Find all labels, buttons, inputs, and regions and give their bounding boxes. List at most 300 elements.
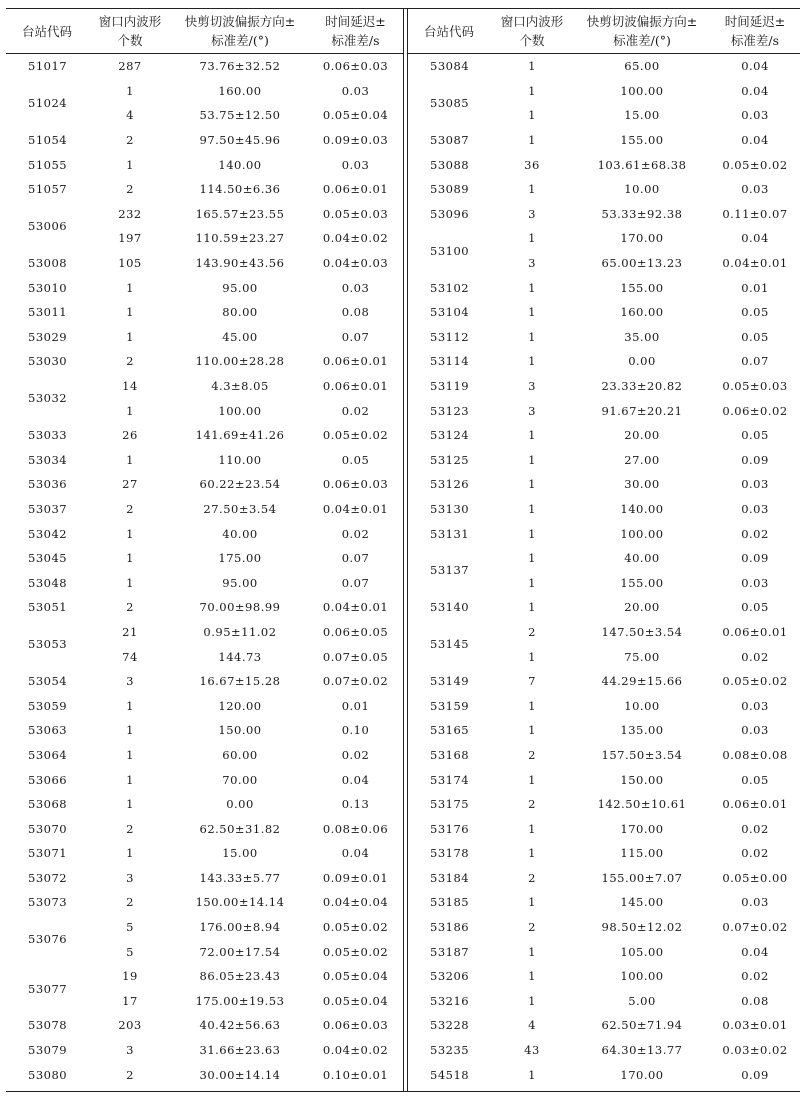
time-delay-cell: 0.02 <box>741 821 769 836</box>
polarization-direction-cell: 16.67±15.28 <box>199 674 281 689</box>
polarization-direction-cell: 15.00 <box>624 108 660 123</box>
station-code-cell: 51017 <box>28 59 68 74</box>
table-row <box>6 202 403 227</box>
station-code-cell: 53174 <box>430 772 470 787</box>
table-row <box>408 423 800 448</box>
polarization-direction-cell: 170.00 <box>620 1067 664 1082</box>
polarization-direction-cell: 72.00±17.54 <box>199 944 281 959</box>
waveform-count-cell: 2 <box>126 600 134 615</box>
station-code-cell: 53066 <box>28 772 68 787</box>
table-row <box>408 816 800 841</box>
waveform-count-cell: 43 <box>524 1043 540 1058</box>
station-code-cell: 51057 <box>28 182 68 197</box>
station-code-cell: 53100 <box>430 243 470 258</box>
table-row <box>6 841 403 866</box>
table-row <box>408 939 800 964</box>
table-row <box>408 398 800 423</box>
header-polarization-direction: 快剪切波偏振方向± 标准差/(°) <box>574 9 710 54</box>
polarization-direction-cell: 95.00 <box>222 575 258 590</box>
polarization-direction-cell: 142.50±10.61 <box>597 797 687 812</box>
waveform-count-cell: 5 <box>126 944 134 959</box>
table-row <box>6 1062 403 1087</box>
table-row <box>408 915 800 940</box>
waveform-count-cell: 1 <box>528 280 536 295</box>
table-row <box>408 521 800 546</box>
time-delay-cell: 0.09 <box>741 551 769 566</box>
polarization-direction-cell: 70.00±98.99 <box>199 600 281 615</box>
polarization-direction-cell: 175.00±19.53 <box>195 993 285 1008</box>
table-row <box>6 620 403 645</box>
station-code-cell: 53078 <box>28 1018 68 1033</box>
waveform-count-cell: 1 <box>126 329 134 344</box>
waveform-count-cell: 203 <box>118 1018 142 1033</box>
table-row <box>6 964 403 989</box>
header-station-code: 台站代码 <box>6 9 88 54</box>
station-code-cell: 53112 <box>430 329 470 344</box>
waveform-count-cell: 1 <box>528 83 536 98</box>
time-delay-cell: 0.08±0.06 <box>322 821 389 836</box>
waveform-count-cell: 1 <box>528 698 536 713</box>
polarization-direction-cell: 45.00 <box>222 329 258 344</box>
table-row <box>408 349 800 374</box>
time-delay-cell: 0.09±0.01 <box>322 870 389 885</box>
time-delay-cell: 0.05±0.03 <box>722 379 788 394</box>
waveform-count-cell: 1 <box>126 157 134 172</box>
table-row <box>408 890 800 915</box>
waveform-count-cell: 1 <box>126 797 134 812</box>
waveform-count-cell: 1 <box>528 452 536 467</box>
station-code-cell: 53045 <box>28 551 68 566</box>
table-row <box>6 1038 403 1063</box>
polarization-direction-cell: 60.22±23.54 <box>199 477 281 492</box>
table-row <box>6 472 403 497</box>
waveform-count-cell: 1 <box>528 723 536 738</box>
station-code-cell: 53064 <box>28 747 68 762</box>
polarization-direction-cell: 73.76±32.52 <box>199 59 281 74</box>
waveform-count-cell: 2 <box>528 797 536 812</box>
time-delay-cell: 0.02 <box>741 846 769 861</box>
waveform-count-cell: 14 <box>122 379 138 394</box>
time-delay-cell: 0.10 <box>341 723 370 738</box>
waveform-count-cell: 2 <box>126 133 134 148</box>
station-code-cell: 53187 <box>430 944 470 959</box>
waveform-count-cell: 7 <box>528 674 536 689</box>
polarization-direction-cell: 10.00 <box>624 182 660 197</box>
station-code-cell: 53096 <box>430 206 470 221</box>
waveform-count-cell: 2 <box>126 501 134 516</box>
waveform-count-cell: 19 <box>122 969 138 984</box>
station-code-cell: 53073 <box>28 895 68 910</box>
station-code-cell: 53137 <box>430 563 470 578</box>
waveform-count-cell: 3 <box>528 379 536 394</box>
time-delay-cell: 0.08 <box>741 993 769 1008</box>
polarization-direction-cell: 147.50±3.54 <box>601 624 683 639</box>
polarization-direction-cell: 40.42±56.63 <box>199 1018 281 1033</box>
polarization-direction-cell: 100.00 <box>620 83 664 98</box>
table-row <box>408 866 800 891</box>
time-delay-cell: 0.04±0.01 <box>322 600 389 615</box>
time-delay-cell: 0.02 <box>341 403 370 418</box>
table-row <box>6 890 403 915</box>
station-code-cell: 53206 <box>430 969 470 984</box>
station-code-cell: 53030 <box>28 354 68 369</box>
left-table-panel <box>6 9 403 1091</box>
table-row <box>6 669 403 694</box>
table-row <box>408 841 800 866</box>
polarization-direction-cell: 140.00 <box>620 501 664 516</box>
time-delay-cell: 0.05±0.03 <box>322 206 389 221</box>
station-code-cell: 53178 <box>430 846 470 861</box>
waveform-count-cell: 1 <box>528 821 536 836</box>
polarization-direction-cell: 100.00 <box>620 969 664 984</box>
time-delay-cell: 0.04 <box>741 83 769 98</box>
station-code-cell: 53125 <box>430 452 470 467</box>
waveform-count-cell: 1 <box>528 354 536 369</box>
table-header-row <box>408 9 800 54</box>
time-delay-cell: 0.05±0.02 <box>722 674 788 689</box>
polarization-direction-cell: 120.00 <box>218 698 262 713</box>
time-delay-cell: 0.04±0.02 <box>322 231 389 246</box>
waveform-count-cell: 1 <box>126 723 134 738</box>
station-code-cell: 53048 <box>28 575 68 590</box>
station-code-cell: 53059 <box>28 698 68 713</box>
waveform-count-cell: 1 <box>126 747 134 762</box>
table-row <box>6 546 403 571</box>
table-row <box>408 595 800 620</box>
station-code-cell: 51055 <box>28 157 68 172</box>
polarization-direction-cell: 75.00 <box>624 649 660 664</box>
time-delay-cell: 0.05 <box>741 329 769 344</box>
time-delay-cell: 0.07 <box>341 551 370 566</box>
time-delay-cell: 0.05 <box>341 452 370 467</box>
polarization-direction-cell: 65.00±13.23 <box>601 256 683 271</box>
time-delay-cell: 0.05±0.04 <box>322 108 389 123</box>
station-code-cell: 53124 <box>430 428 470 443</box>
waveform-count-cell: 1 <box>528 501 536 516</box>
polarization-direction-cell: 30.00 <box>624 477 660 492</box>
table-row <box>408 448 800 473</box>
time-delay-cell: 0.03 <box>341 280 370 295</box>
time-delay-cell: 0.03 <box>741 698 769 713</box>
time-delay-cell: 0.05 <box>741 600 769 615</box>
time-delay-cell: 0.04 <box>741 231 769 246</box>
header-time-delay: 时间延迟± 标准差/s <box>710 9 800 54</box>
table-body-right <box>408 54 800 1087</box>
time-delay-cell: 0.04 <box>341 772 370 787</box>
table-row <box>408 792 800 817</box>
table-row <box>6 54 403 79</box>
station-code-cell: 53089 <box>430 182 470 197</box>
waveform-count-cell: 4 <box>126 108 134 123</box>
time-delay-cell: 0.05±0.02 <box>722 157 788 172</box>
station-code-cell: 53184 <box>430 870 470 885</box>
station-code-cell: 53085 <box>430 96 470 111</box>
station-table-left <box>6 9 403 1087</box>
waveform-count-cell: 1 <box>528 428 536 443</box>
polarization-direction-cell: 100.00 <box>218 403 262 418</box>
waveform-count-cell: 3 <box>528 256 536 271</box>
station-code-cell: 53088 <box>430 157 470 172</box>
time-delay-cell: 0.05 <box>741 305 769 320</box>
station-code-cell: 53036 <box>28 477 68 492</box>
table-row <box>408 325 800 350</box>
waveform-count-cell: 1 <box>528 551 536 566</box>
time-delay-cell: 0.05±0.04 <box>322 969 389 984</box>
time-delay-cell: 0.05±0.02 <box>322 944 389 959</box>
waveform-count-cell: 1 <box>528 575 536 590</box>
waveform-count-cell: 1 <box>126 403 134 418</box>
polarization-direction-cell: 150.00 <box>218 723 262 738</box>
polarization-direction-cell: 0.00 <box>628 354 656 369</box>
time-delay-cell: 0.03 <box>341 83 370 98</box>
table-row <box>6 177 403 202</box>
station-code-cell: 53119 <box>430 379 470 394</box>
waveform-count-cell: 1 <box>126 698 134 713</box>
table-row <box>408 693 800 718</box>
polarization-direction-cell: 176.00±8.94 <box>199 920 281 935</box>
polarization-direction-cell: 20.00 <box>624 428 660 443</box>
station-code-cell: 53068 <box>28 797 68 812</box>
polarization-direction-cell: 143.90±43.56 <box>195 256 285 271</box>
station-code-cell: 53033 <box>28 428 68 443</box>
header-station-code: 台站代码 <box>408 9 490 54</box>
waveform-count-cell: 2 <box>126 895 134 910</box>
table-row <box>408 1038 800 1063</box>
waveform-count-cell: 105 <box>118 256 142 271</box>
station-code-cell: 53185 <box>430 895 470 910</box>
waveform-count-cell: 2 <box>528 920 536 935</box>
time-delay-cell: 0.04±0.01 <box>322 501 389 516</box>
station-code-cell: 53053 <box>28 637 68 652</box>
waveform-count-cell: 1 <box>126 280 134 295</box>
station-code-cell: 53168 <box>430 747 470 762</box>
table-row <box>408 718 800 743</box>
table-row <box>408 374 800 399</box>
waveform-count-cell: 1 <box>528 477 536 492</box>
polarization-direction-cell: 155.00 <box>620 133 664 148</box>
polarization-direction-cell: 62.50±71.94 <box>601 1018 683 1033</box>
waveform-count-cell: 1 <box>528 895 536 910</box>
table-row <box>408 989 800 1014</box>
polarization-direction-cell: 170.00 <box>620 231 664 246</box>
time-delay-cell: 0.10±0.01 <box>322 1067 389 1082</box>
time-delay-cell: 0.11±0.07 <box>722 206 788 221</box>
table-row <box>6 521 403 546</box>
waveform-count-cell: 5 <box>126 920 134 935</box>
station-code-cell: 53076 <box>28 932 68 947</box>
time-delay-cell: 0.04±0.01 <box>722 256 788 271</box>
polarization-direction-cell: 80.00 <box>222 305 258 320</box>
polarization-direction-cell: 110.00±28.28 <box>195 354 285 369</box>
station-code-cell: 53006 <box>28 219 68 234</box>
station-code-cell: 53029 <box>28 329 68 344</box>
polarization-direction-cell: 65.00 <box>624 59 660 74</box>
time-delay-cell: 0.04±0.03 <box>322 256 389 271</box>
polarization-direction-cell: 0.95±11.02 <box>203 624 277 639</box>
waveform-count-cell: 1 <box>126 575 134 590</box>
polarization-direction-cell: 30.00±14.14 <box>199 1067 281 1082</box>
time-delay-cell: 0.09 <box>741 452 769 467</box>
table-row <box>408 546 800 571</box>
polarization-direction-cell: 110.59±23.27 <box>195 231 285 246</box>
polarization-direction-cell: 143.33±5.77 <box>199 870 281 885</box>
time-delay-cell: 0.03 <box>741 477 769 492</box>
waveform-count-cell: 1 <box>528 846 536 861</box>
table-row <box>6 595 403 620</box>
polarization-direction-cell: 160.00 <box>620 305 664 320</box>
polarization-direction-cell: 103.61±68.38 <box>597 157 687 172</box>
time-delay-cell: 0.07±0.05 <box>322 649 389 664</box>
table-row <box>6 1013 403 1038</box>
polarization-direction-cell: 60.00 <box>222 747 258 762</box>
waveform-count-cell: 21 <box>122 624 138 639</box>
time-delay-cell: 0.04 <box>741 59 769 74</box>
table-row <box>408 620 800 645</box>
table-row <box>6 128 403 153</box>
table-row <box>6 866 403 891</box>
time-delay-cell: 0.05±0.00 <box>722 870 788 885</box>
station-code-cell: 53186 <box>430 920 470 935</box>
polarization-direction-cell: 0.00 <box>226 797 254 812</box>
table-row <box>408 300 800 325</box>
station-code-cell: 53071 <box>28 846 68 861</box>
table-row <box>6 767 403 792</box>
polarization-direction-cell: 5.00 <box>628 993 656 1008</box>
station-table-right <box>408 9 800 1087</box>
time-delay-cell: 0.03 <box>741 895 769 910</box>
time-delay-cell: 0.07 <box>341 329 370 344</box>
table-row <box>408 202 800 227</box>
table-row <box>408 743 800 768</box>
table-row <box>408 152 800 177</box>
polarization-direction-cell: 144.73 <box>218 649 262 664</box>
table-header-row <box>6 9 403 54</box>
time-delay-cell: 0.05±0.02 <box>322 428 389 443</box>
time-delay-cell: 0.05±0.04 <box>322 993 389 1008</box>
polarization-direction-cell: 27.50±3.54 <box>203 501 277 516</box>
waveform-count-cell: 1 <box>528 329 536 344</box>
station-code-cell: 53011 <box>28 305 68 320</box>
time-delay-cell: 0.02 <box>741 969 769 984</box>
waveform-count-cell: 1 <box>126 772 134 787</box>
station-code-cell: 51024 <box>28 96 68 111</box>
polarization-direction-cell: 40.00 <box>624 551 660 566</box>
station-code-cell: 53149 <box>430 674 470 689</box>
polarization-direction-cell: 10.00 <box>624 698 660 713</box>
polarization-direction-cell: 53.33±92.38 <box>601 206 683 221</box>
table-row <box>6 374 403 399</box>
waveform-count-cell: 287 <box>118 59 142 74</box>
time-delay-cell: 0.09 <box>741 1067 769 1082</box>
table-row <box>6 300 403 325</box>
polarization-direction-cell: 91.67±20.21 <box>601 403 683 418</box>
time-delay-cell: 0.03 <box>741 501 769 516</box>
waveform-count-cell: 1 <box>126 846 134 861</box>
waveform-count-cell: 1 <box>528 182 536 197</box>
time-delay-cell: 0.06±0.01 <box>322 379 389 394</box>
station-code-cell: 53072 <box>28 870 68 885</box>
time-delay-cell: 0.03 <box>741 108 769 123</box>
polarization-direction-cell: 135.00 <box>620 723 664 738</box>
polarization-direction-cell: 40.00 <box>222 526 258 541</box>
time-delay-cell: 0.03 <box>741 575 769 590</box>
time-delay-cell: 0.06±0.05 <box>322 624 389 639</box>
waveform-count-cell: 1 <box>126 526 134 541</box>
polarization-direction-cell: 115.00 <box>620 846 664 861</box>
waveform-count-cell: 1 <box>528 526 536 541</box>
polarization-direction-cell: 4.3±8.05 <box>211 379 269 394</box>
time-delay-cell: 0.04 <box>741 133 769 148</box>
polarization-direction-cell: 114.50±6.36 <box>199 182 281 197</box>
waveform-count-cell: 197 <box>118 231 142 246</box>
time-delay-cell: 0.04±0.02 <box>322 1043 389 1058</box>
waveform-count-cell: 1 <box>528 969 536 984</box>
polarization-direction-cell: 105.00 <box>620 944 664 959</box>
waveform-count-cell: 2 <box>528 870 536 885</box>
station-code-cell: 53010 <box>28 280 68 295</box>
waveform-count-cell: 1 <box>528 1067 536 1082</box>
time-delay-cell: 0.03 <box>341 157 370 172</box>
station-code-cell: 53042 <box>28 526 68 541</box>
table-row <box>6 718 403 743</box>
polarization-direction-cell: 155.00±7.07 <box>601 870 683 885</box>
time-delay-cell: 0.05 <box>741 772 769 787</box>
polarization-direction-cell: 98.50±12.02 <box>601 920 683 935</box>
polarization-direction-cell: 165.57±23.55 <box>195 206 285 221</box>
station-code-cell: 53037 <box>28 501 68 516</box>
table-row <box>408 79 800 104</box>
header-waveform-count: 窗口内波形 个数 <box>490 9 574 54</box>
station-code-cell: 53084 <box>430 59 470 74</box>
table-row <box>6 816 403 841</box>
station-code-cell: 53123 <box>430 403 470 418</box>
station-code-cell: 53063 <box>28 723 68 738</box>
table-row <box>6 325 403 350</box>
polarization-direction-cell: 175.00 <box>218 551 262 566</box>
time-delay-cell: 0.03 <box>741 182 769 197</box>
polarization-direction-cell: 95.00 <box>222 280 258 295</box>
data-table-page <box>6 8 800 1092</box>
time-delay-cell: 0.07 <box>341 575 370 590</box>
waveform-count-cell: 3 <box>126 674 134 689</box>
table-row <box>408 767 800 792</box>
time-delay-cell: 0.06±0.01 <box>322 182 389 197</box>
table-row <box>408 128 800 153</box>
station-code-cell: 53051 <box>28 600 68 615</box>
table-row <box>408 669 800 694</box>
time-delay-cell: 0.05 <box>741 428 769 443</box>
waveform-count-cell: 74 <box>122 649 138 664</box>
waveform-count-cell: 1 <box>528 944 536 959</box>
table-row <box>408 177 800 202</box>
station-code-cell: 53175 <box>430 797 470 812</box>
polarization-direction-cell: 145.00 <box>620 895 664 910</box>
station-code-cell: 53080 <box>28 1067 68 1082</box>
table-row <box>6 915 403 940</box>
time-delay-cell: 0.08±0.08 <box>722 747 788 762</box>
time-delay-cell: 0.03±0.01 <box>722 1018 788 1033</box>
station-code-cell: 53159 <box>430 698 470 713</box>
station-code-cell: 53034 <box>28 452 68 467</box>
waveform-count-cell: 1 <box>126 551 134 566</box>
waveform-count-cell: 3 <box>126 870 134 885</box>
waveform-count-cell: 1 <box>528 231 536 246</box>
polarization-direction-cell: 155.00 <box>620 280 664 295</box>
table-row <box>6 743 403 768</box>
station-code-cell: 51054 <box>28 133 68 148</box>
waveform-count-cell: 1 <box>528 649 536 664</box>
station-code-cell: 53104 <box>430 305 470 320</box>
